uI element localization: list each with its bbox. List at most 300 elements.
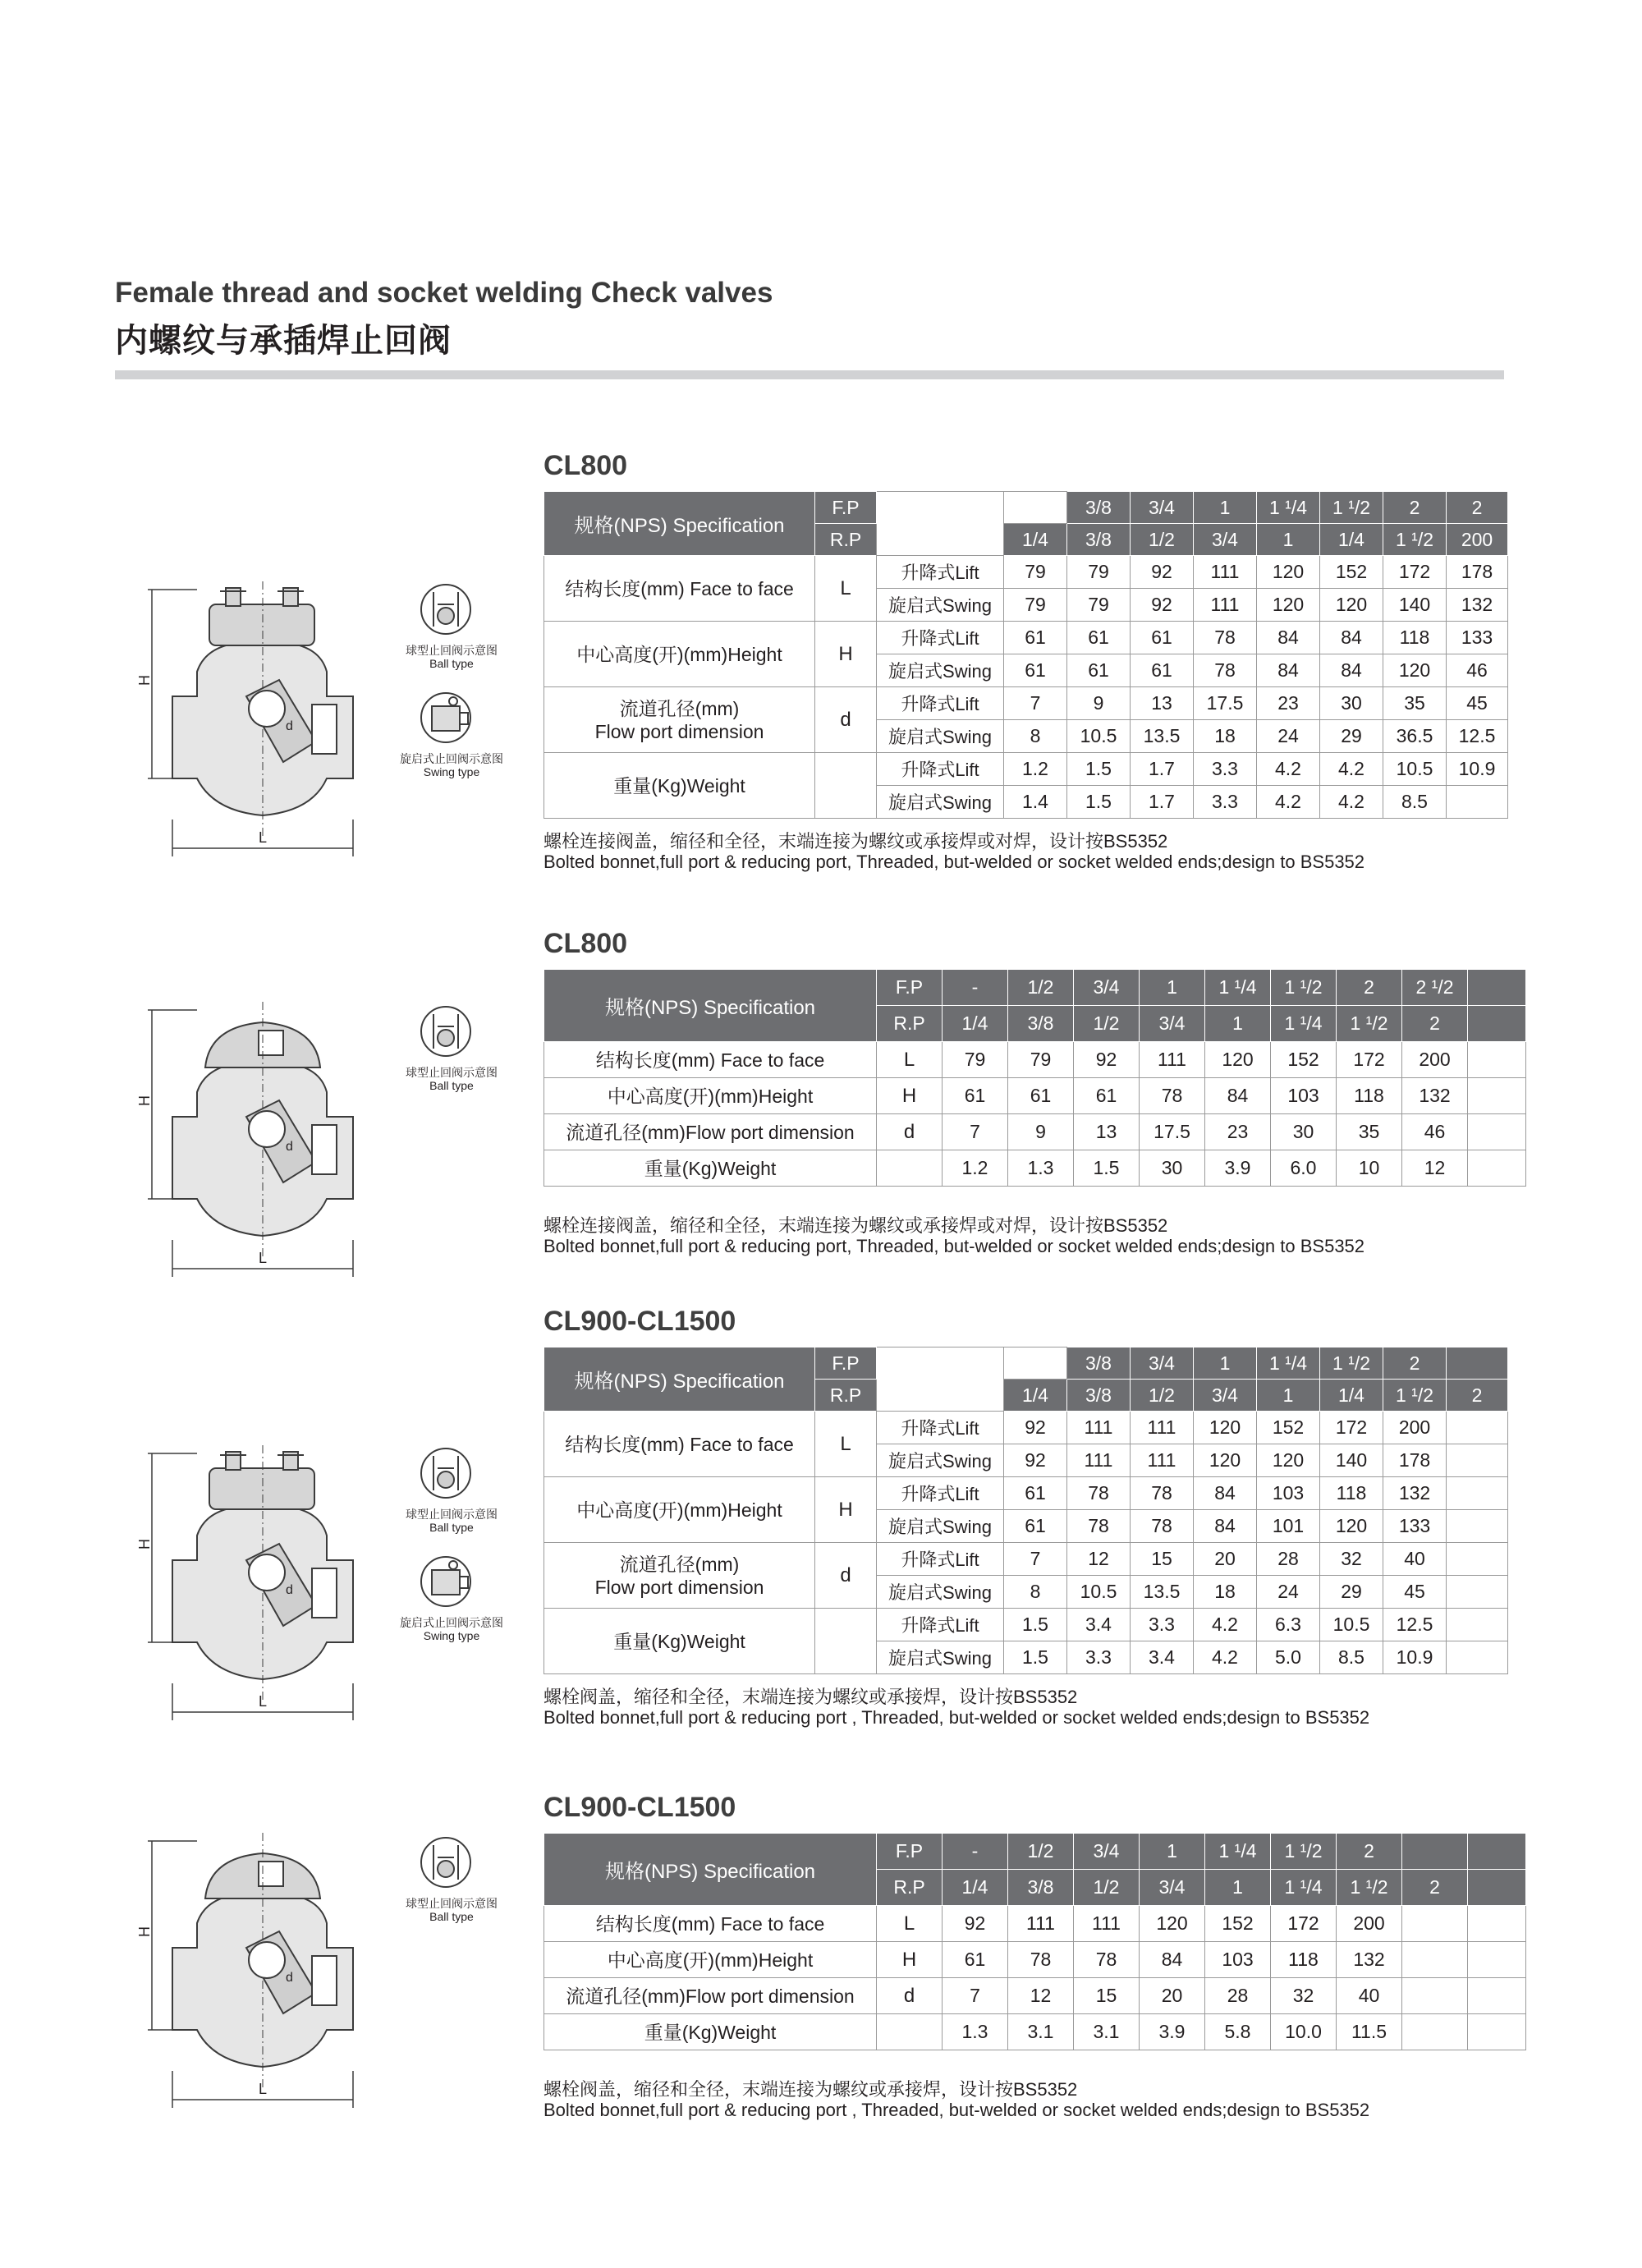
table-cell xyxy=(1468,1078,1526,1114)
table-row xyxy=(544,622,1508,654)
table-cell: 78 xyxy=(1067,1477,1131,1510)
table-row xyxy=(544,1078,1526,1114)
ball-type-caption-en: Ball type xyxy=(429,1079,474,1092)
swing-type-caption-cn: 旋启式止回阀示意图 xyxy=(400,752,503,765)
table-cell: 20 xyxy=(1140,1978,1205,2014)
dimension-d-label: d xyxy=(286,1583,293,1597)
table-row xyxy=(544,687,1508,720)
spec-label-cell: 规格(NPS) Specification xyxy=(544,1347,815,1412)
fp-value-cell: - xyxy=(943,970,1008,1006)
table-cell: 3.9 xyxy=(1140,2014,1205,2050)
table-cell: 36.5 xyxy=(1383,720,1447,753)
table-cell: 10.5 xyxy=(1067,720,1131,753)
fp-value-cell: 1 xyxy=(1194,492,1257,524)
table-cell xyxy=(1402,1978,1468,2014)
row-label-text: Flow port dimension xyxy=(594,720,764,742)
table-cell: 9 xyxy=(1067,687,1131,720)
table-cell: 7 xyxy=(1004,687,1067,720)
ball-type-caption-en: Ball type xyxy=(429,657,474,670)
table-cell xyxy=(1447,1543,1508,1576)
row-label-cell xyxy=(544,1609,815,1674)
table-cell: 172 xyxy=(1383,556,1447,589)
rp-value-cell: 2 xyxy=(1402,1006,1468,1042)
table-cell: 79 xyxy=(1004,556,1067,589)
note-cn: 螺栓连接阀盖，缩径和全径，末端连接为螺纹或承接焊或对焊，设计按BS5352 xyxy=(544,831,1168,852)
table-cell xyxy=(1447,1609,1508,1641)
dimension-h-label: H xyxy=(136,1539,153,1549)
row-label-text: 结构长度(mm) Face to face xyxy=(565,1433,794,1455)
table-cell: 133 xyxy=(1383,1510,1447,1543)
table-cell: 40 xyxy=(1383,1543,1447,1576)
fp-value-cell: 1 ¹/4 xyxy=(1205,970,1271,1006)
table-cell: 111 xyxy=(1194,556,1257,589)
table-cell xyxy=(1447,1444,1508,1477)
row-label-cell: 重量(Kg)Weight xyxy=(544,1150,877,1187)
table-cell: 84 xyxy=(1140,1942,1205,1978)
rp-label-cell: R.P xyxy=(877,1006,943,1042)
fp-label-cell: F.P xyxy=(877,1834,943,1870)
table-cell: 20 xyxy=(1194,1543,1257,1576)
note-cn: 螺栓阀盖，缩径和全径，末端连接为螺纹或承接焊，设计按BS5352 xyxy=(544,2079,1078,2100)
note-en: Bolted bonnet,full port & reducing port, Threaded, but-welded or socket welded ends;design to BS5352 xyxy=(544,852,1365,872)
rp-value-cell: 3/4 xyxy=(1194,524,1257,556)
table-cell: 84 xyxy=(1320,622,1383,654)
swing-type-schematic-icon xyxy=(417,688,475,747)
table-cell xyxy=(1402,1942,1468,1978)
row-label-cell xyxy=(544,556,815,622)
fp-value-cell: 2 xyxy=(1337,970,1402,1006)
table-cell: 92 xyxy=(943,1906,1008,1942)
table-row xyxy=(544,2014,1526,2050)
row-symbol-cell xyxy=(877,1150,943,1187)
table-cell: 12 xyxy=(1067,1543,1131,1576)
note-cn: 螺栓连接阀盖，缩径和全径，末端连接为螺纹或承接焊或对焊，设计按BS5352 xyxy=(544,1215,1168,1236)
ball-type-caption-cn: 球型止回阀示意图 xyxy=(406,1066,498,1079)
table-cell: 118 xyxy=(1320,1477,1383,1510)
rp-value-cell: 1 ¹/2 xyxy=(1337,1870,1402,1906)
table-cell: 84 xyxy=(1257,654,1320,687)
page-title-en: Female thread and socket welding Check valves xyxy=(115,277,773,309)
fp-value-cell: 1 ¹/2 xyxy=(1271,970,1337,1006)
table-cell: 13 xyxy=(1074,1114,1140,1150)
table-cell xyxy=(1447,1510,1508,1543)
table-cell: 12 xyxy=(1008,1978,1074,2014)
fp-value-cell: 1 xyxy=(1140,1834,1205,1870)
row-label-cell xyxy=(544,1477,815,1543)
rp-value-cell: 1 ¹/2 xyxy=(1383,1380,1447,1412)
table-cell: 78 xyxy=(1194,654,1257,687)
dimension-d-label: d xyxy=(286,719,293,733)
row-label-text: 中心高度(开)(mm)Height xyxy=(576,1499,782,1521)
fp-label-cell: F.P xyxy=(877,970,943,1006)
table-cell: 3.4 xyxy=(1131,1641,1194,1674)
table-cell: 5.0 xyxy=(1257,1641,1320,1674)
rp-value-cell: 2 xyxy=(1402,1870,1468,1906)
table-row xyxy=(544,1477,1508,1510)
table-cell: 30 xyxy=(1320,687,1383,720)
section-title: CL800 xyxy=(544,928,628,959)
table-cell: 3.3 xyxy=(1067,1641,1131,1674)
ball-type-caption-cn: 球型止回阀示意图 xyxy=(406,1508,498,1521)
rp-value-cell: 1 xyxy=(1205,1006,1271,1042)
spec-table xyxy=(544,1833,1526,2050)
table-cell: 10.9 xyxy=(1447,753,1508,786)
ball-type-caption-en: Ball type xyxy=(429,1910,474,1923)
table-cell: 8 xyxy=(1004,1576,1067,1609)
table-cell: 10.0 xyxy=(1271,2014,1337,2050)
row-label-cell xyxy=(544,622,815,687)
table-cell: 152 xyxy=(1257,1412,1320,1444)
table-cell xyxy=(1447,786,1508,819)
rp-value-cell xyxy=(1468,1870,1526,1906)
table-cell: 4.2 xyxy=(1257,786,1320,819)
fp-value-cell xyxy=(1402,1834,1468,1870)
table-cell: 46 xyxy=(1402,1114,1468,1150)
rp-value-cell: 1 xyxy=(1205,1870,1271,1906)
rp-value-cell: 1/4 xyxy=(943,1870,1008,1906)
table-cell: 132 xyxy=(1337,1942,1402,1978)
rp-value-cell: 3/8 xyxy=(1008,1870,1074,1906)
row-symbol-cell: L xyxy=(877,1042,943,1078)
table-cell: 92 xyxy=(1004,1444,1067,1477)
fp-value-cell xyxy=(1447,1347,1508,1380)
table-cell: 92 xyxy=(1131,589,1194,622)
table-cell: 84 xyxy=(1205,1078,1271,1114)
table-cell: 92 xyxy=(1004,1412,1067,1444)
fp-value-cell: 3/4 xyxy=(1131,492,1194,524)
table-cell: 120 xyxy=(1257,589,1320,622)
row-label-text: Flow port dimension xyxy=(594,1576,764,1598)
table-cell: 3.1 xyxy=(1074,2014,1140,2050)
table-cell: 61 xyxy=(1004,1510,1067,1543)
swing-type-schematic-icon xyxy=(417,1552,475,1611)
table-cell xyxy=(1468,1042,1526,1078)
swing-type-caption-en: Swing type xyxy=(423,765,480,778)
table-cell: 1.5 xyxy=(1074,1150,1140,1187)
note-cn: 螺栓阀盖，缩径和全径，末端连接为螺纹或承接焊，设计按BS5352 xyxy=(544,1687,1078,1707)
table-cell: 3.4 xyxy=(1067,1609,1131,1641)
row-type-cell: 旋启式Swing xyxy=(877,720,1004,753)
rp-value-cell: 1/4 xyxy=(1004,1380,1067,1412)
row-type-cell: 旋启式Swing xyxy=(877,1576,1004,1609)
row-symbol-cell xyxy=(815,753,877,819)
table-cell: 140 xyxy=(1320,1444,1383,1477)
table-cell: 101 xyxy=(1257,1510,1320,1543)
table-row xyxy=(544,1609,1508,1641)
rp-value-cell: 1/2 xyxy=(1131,1380,1194,1412)
table-cell: 78 xyxy=(1131,1510,1194,1543)
row-symbol-cell: H xyxy=(815,622,877,687)
rp-value-cell: 2 xyxy=(1447,1380,1508,1412)
table-cell: 120 xyxy=(1257,556,1320,589)
table-cell: 200 xyxy=(1383,1412,1447,1444)
table-cell: 15 xyxy=(1074,1978,1140,2014)
table-cell: 118 xyxy=(1271,1942,1337,1978)
table-cell: 132 xyxy=(1402,1078,1468,1114)
table-cell: 9 xyxy=(1008,1114,1074,1150)
table-cell: 8 xyxy=(1004,720,1067,753)
table-cell: 120 xyxy=(1140,1906,1205,1942)
dimension-h-label: H xyxy=(136,675,153,686)
row-label-cell: 结构长度(mm) Face to face xyxy=(544,1906,877,1942)
table-cell xyxy=(1402,1906,1468,1942)
table-cell: 18 xyxy=(1194,1576,1257,1609)
row-type-cell: 旋启式Swing xyxy=(877,786,1004,819)
rp-value-cell xyxy=(1468,1006,1526,1042)
table-cell: 1.5 xyxy=(1004,1641,1067,1674)
fp-value-cell: 1 ¹/2 xyxy=(1271,1834,1337,1870)
table-cell: 79 xyxy=(1067,556,1131,589)
table-cell: 61 xyxy=(1067,654,1131,687)
table-cell: 11.5 xyxy=(1337,2014,1402,2050)
fp-value-cell: 1 ¹/2 xyxy=(1320,1347,1383,1380)
table-cell: 178 xyxy=(1383,1444,1447,1477)
section-note xyxy=(544,1687,1369,1728)
table-cell: 4.2 xyxy=(1320,786,1383,819)
ball-type-caption-cn: 球型止回阀示意图 xyxy=(406,1897,498,1910)
ball-type-caption-cn: 球型止回阀示意图 xyxy=(406,644,498,657)
table-cell: 79 xyxy=(1008,1042,1074,1078)
row-label-text: 结构长度(mm) Face to face xyxy=(565,577,794,599)
rp-label-cell: R.P xyxy=(815,1380,877,1412)
title-divider xyxy=(115,370,1504,379)
table-cell: 7 xyxy=(943,1114,1008,1150)
row-type-cell: 升降式Lift xyxy=(877,687,1004,720)
row-label-cell xyxy=(544,687,815,753)
valve-bonnet xyxy=(209,1452,314,1509)
table-cell: 103 xyxy=(1205,1942,1271,1978)
table-cell: 32 xyxy=(1271,1978,1337,2014)
table-row xyxy=(544,1114,1526,1150)
table-row xyxy=(544,1906,1526,1942)
table-cell: 111 xyxy=(1131,1444,1194,1477)
spec-table xyxy=(544,969,1526,1187)
table-cell: 6.0 xyxy=(1271,1150,1337,1187)
note-en: Bolted bonnet,full port & reducing port , Threaded, but-welded or socket welded ends;design to BS5352 xyxy=(544,1707,1370,1728)
table-cell: 111 xyxy=(1067,1444,1131,1477)
table-cell: 17.5 xyxy=(1140,1114,1205,1150)
table-cell: 13.5 xyxy=(1131,720,1194,753)
table-cell: 12.5 xyxy=(1383,1609,1447,1641)
ball-type-schematic-icon xyxy=(417,1444,475,1503)
rp-value-cell: 3/8 xyxy=(1067,1380,1131,1412)
table-cell: 6.3 xyxy=(1257,1609,1320,1641)
row-type-cell: 升降式Lift xyxy=(877,1543,1004,1576)
section-note xyxy=(544,831,1365,872)
rp-value-cell: 3/4 xyxy=(1140,1870,1205,1906)
row-label-cell: 中心高度(开)(mm)Height xyxy=(544,1942,877,1978)
table-cell: 4.2 xyxy=(1320,753,1383,786)
rp-value-cell: 1/2 xyxy=(1074,1006,1140,1042)
dimension-l-label: L xyxy=(259,829,268,846)
table-cell: 78 xyxy=(1194,622,1257,654)
fp-value-cell: 2 xyxy=(1383,1347,1447,1380)
row-label-cell: 结构长度(mm) Face to face xyxy=(544,1042,877,1078)
table-cell: 61 xyxy=(1067,622,1131,654)
table-row xyxy=(544,1978,1526,2014)
dimension-d-label: d xyxy=(286,1971,293,1985)
row-symbol-cell: d xyxy=(815,687,877,753)
table-cell: 3.3 xyxy=(1194,786,1257,819)
table-cell: 120 xyxy=(1320,589,1383,622)
row-symbol-cell: d xyxy=(877,1978,943,2014)
table-cell: 29 xyxy=(1320,720,1383,753)
valve-drawing xyxy=(115,573,525,885)
table-cell: 17.5 xyxy=(1194,687,1257,720)
ball-type-schematic-icon xyxy=(417,1833,475,1892)
fp-value-cell: 1 ¹/4 xyxy=(1257,1347,1320,1380)
row-label-cell: 流道孔径(mm)Flow port dimension xyxy=(544,1978,877,2014)
valve-drawing xyxy=(115,1437,525,1749)
table-cell: 10.5 xyxy=(1067,1576,1131,1609)
table-cell: 12 xyxy=(1402,1150,1468,1187)
table-cell: 4.2 xyxy=(1194,1609,1257,1641)
note-en: Bolted bonnet,full port & reducing port , Threaded, but-welded or socket welded ends;design to BS5352 xyxy=(544,2100,1370,2120)
table-cell: 15 xyxy=(1131,1543,1194,1576)
table-cell: 103 xyxy=(1271,1078,1337,1114)
table-cell: 132 xyxy=(1383,1477,1447,1510)
table-cell xyxy=(1447,1576,1508,1609)
table-cell xyxy=(1402,2014,1468,2050)
table-cell: 200 xyxy=(1402,1042,1468,1078)
table-row xyxy=(544,1942,1526,1978)
section-note xyxy=(544,1215,1365,1256)
table-cell xyxy=(1468,1150,1526,1187)
table-cell: 30 xyxy=(1140,1150,1205,1187)
ball-type-caption-en: Ball type xyxy=(429,1521,474,1534)
row-type-cell: 旋启式Swing xyxy=(877,1641,1004,1674)
dimension-l-label: L xyxy=(259,2081,268,2097)
table-cell: 61 xyxy=(1131,654,1194,687)
table-cell: 172 xyxy=(1320,1412,1383,1444)
table-cell: 8.5 xyxy=(1383,786,1447,819)
table-cell: 1.3 xyxy=(943,2014,1008,2050)
swing-type-caption-en: Swing type xyxy=(423,1629,480,1642)
table-cell: 3.9 xyxy=(1205,1150,1271,1187)
table-cell: 4.2 xyxy=(1194,1641,1257,1674)
table-cell: 40 xyxy=(1337,1978,1402,2014)
valve-drawing xyxy=(115,994,525,1306)
rp-value-cell: 1/2 xyxy=(1131,524,1194,556)
rp-value-cell: 1 xyxy=(1257,524,1320,556)
table-cell: 3.3 xyxy=(1194,753,1257,786)
rp-label-cell: R.P xyxy=(877,1870,943,1906)
row-symbol-cell: L xyxy=(815,556,877,622)
row-type-cell: 升降式Lift xyxy=(877,556,1004,589)
spec-label-cell: 规格(NPS) Specification xyxy=(544,492,815,556)
table-cell xyxy=(1468,1114,1526,1150)
row-symbol-cell xyxy=(877,2014,943,2050)
fp-value-cell: 2 ¹/2 xyxy=(1402,970,1468,1006)
dimension-d-label: d xyxy=(286,1140,293,1154)
table-cell: 152 xyxy=(1320,556,1383,589)
table-cell: 152 xyxy=(1271,1042,1337,1078)
table-cell: 3.3 xyxy=(1131,1609,1194,1641)
row-label-text: 重量(Kg)Weight xyxy=(613,774,745,797)
fp-value-cell: 2 xyxy=(1447,492,1508,524)
table-cell xyxy=(1468,2014,1526,2050)
table-cell: 111 xyxy=(1194,589,1257,622)
fp-value-cell xyxy=(1004,1347,1067,1380)
valve-bonnet xyxy=(205,1022,320,1067)
note-en: Bolted bonnet,full port & reducing port, Threaded, but-welded or socket welded ends;design to BS5352 xyxy=(544,1236,1365,1256)
fp-value-cell: 1 ¹/4 xyxy=(1257,492,1320,524)
table-cell: 120 xyxy=(1257,1444,1320,1477)
rp-value-cell: 1/4 xyxy=(1320,1380,1383,1412)
spec-section xyxy=(115,1306,1504,1733)
rp-value-cell: 3/4 xyxy=(1194,1380,1257,1412)
table-cell: 79 xyxy=(943,1042,1008,1078)
table-cell: 172 xyxy=(1337,1042,1402,1078)
section-title: CL800 xyxy=(544,450,628,481)
table-cell: 84 xyxy=(1194,1477,1257,1510)
row-label-text: 中心高度(开)(mm)Height xyxy=(576,643,782,665)
rp-value-cell: 1 ¹/4 xyxy=(1271,1006,1337,1042)
table-cell: 78 xyxy=(1140,1078,1205,1114)
table-cell: 1.7 xyxy=(1131,753,1194,786)
row-symbol-cell xyxy=(815,1609,877,1674)
table-cell: 120 xyxy=(1383,654,1447,687)
row-symbol-cell: H xyxy=(877,1942,943,1978)
table-cell: 200 xyxy=(1337,1906,1402,1942)
spec-section xyxy=(115,450,1504,877)
table-cell: 84 xyxy=(1320,654,1383,687)
table-cell: 12.5 xyxy=(1447,720,1508,753)
table-cell: 13 xyxy=(1131,687,1194,720)
table-cell: 1.5 xyxy=(1004,1609,1067,1641)
table-row xyxy=(544,1543,1508,1576)
table-cell: 4.2 xyxy=(1257,753,1320,786)
table-cell: 120 xyxy=(1194,1412,1257,1444)
row-label-cell xyxy=(544,1543,815,1609)
rp-value-cell: 1/4 xyxy=(943,1006,1008,1042)
fp-value-cell: 3/4 xyxy=(1131,1347,1194,1380)
dimension-h-label: H xyxy=(136,1095,153,1106)
row-symbol-cell: H xyxy=(815,1477,877,1543)
valve-bonnet xyxy=(205,1853,320,1898)
table-cell: 111 xyxy=(1140,1042,1205,1078)
header-blank-cell xyxy=(877,1347,1004,1412)
table-cell xyxy=(1468,1942,1526,1978)
fp-value-cell: 3/4 xyxy=(1074,1834,1140,1870)
page-title-cn: 内螺纹与承插焊止回阀 xyxy=(115,323,452,359)
rp-value-cell: 1 ¹/2 xyxy=(1383,524,1447,556)
table-row xyxy=(544,753,1508,786)
dimension-l-label: L xyxy=(259,1693,268,1710)
table-cell: 172 xyxy=(1271,1906,1337,1942)
table-cell: 140 xyxy=(1383,589,1447,622)
table-cell: 13.5 xyxy=(1131,1576,1194,1609)
table-cell: 132 xyxy=(1447,589,1508,622)
row-label-text: 重量(Kg)Weight xyxy=(613,1630,745,1652)
table-cell: 152 xyxy=(1205,1906,1271,1942)
table-cell xyxy=(1447,1641,1508,1674)
fp-value-cell: 2 xyxy=(1383,492,1447,524)
table-cell: 5.8 xyxy=(1205,2014,1271,2050)
table-cell: 84 xyxy=(1257,622,1320,654)
row-symbol-cell: L xyxy=(877,1906,943,1942)
row-type-cell: 升降式Lift xyxy=(877,1477,1004,1510)
section-title: CL900-CL1500 xyxy=(544,1792,736,1823)
table-cell: 61 xyxy=(1131,622,1194,654)
row-type-cell: 旋启式Swing xyxy=(877,654,1004,687)
table-cell: 7 xyxy=(943,1978,1008,2014)
fp-value-cell xyxy=(1468,970,1526,1006)
table-cell: 1.2 xyxy=(1004,753,1067,786)
table-cell: 23 xyxy=(1205,1114,1271,1150)
table-cell: 45 xyxy=(1447,687,1508,720)
table-cell: 35 xyxy=(1383,687,1447,720)
